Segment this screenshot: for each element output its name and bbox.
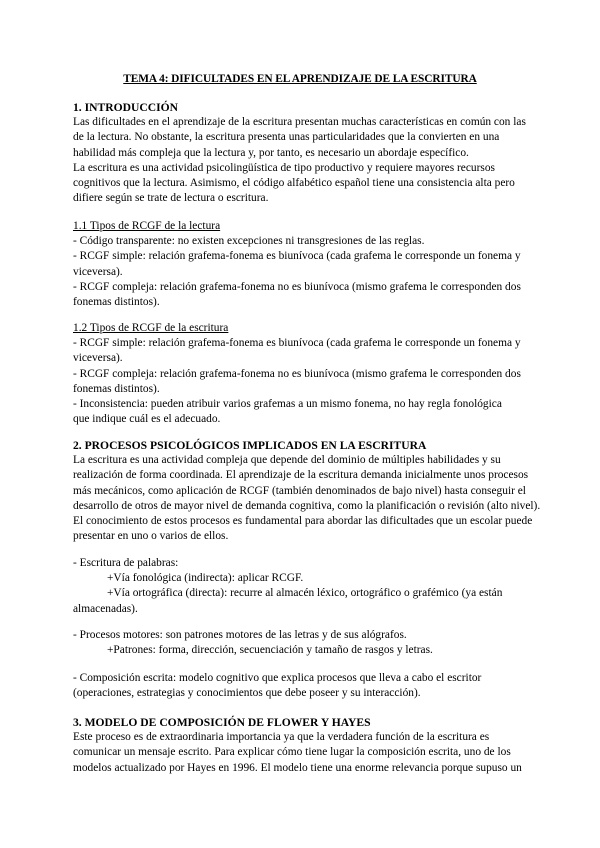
paragraph-line: La escritura es una actividad psicolingüística de tipo productivo y requiere mayores recursos bbox=[73, 161, 495, 174]
section-introduccion bbox=[73, 100, 526, 206]
list-subitem: +Vía fonológica (indirecta): aplicar RCGF. bbox=[107, 572, 304, 585]
paragraph-line: La escritura es una actividad compleja que depende del dominio de múltiples habilidades y su bbox=[73, 454, 501, 467]
paragraph-line: habilidad más compleja que la lectura y, por tanto, es necesario un abordaje específico. bbox=[73, 146, 469, 159]
paragraph-line: desarrollo de otros de mayor nivel de demanda cognitiva, como la planificación o revisión (alto nivel). bbox=[73, 499, 541, 512]
list-item: viceversa). bbox=[73, 352, 123, 365]
escritura-palabras bbox=[73, 556, 523, 617]
list-label: (operaciones, estrategias y conocimientos que debe poseer y su interacción). bbox=[73, 687, 421, 700]
subsection-heading: 1.2 Tipos de RCGF de la escritura bbox=[73, 322, 229, 334]
section-heading: 3. MODELO DE COMPOSICIÓN DE FLOWER Y HAYES bbox=[73, 716, 371, 729]
list-subitem-continuation: almacenadas). bbox=[73, 602, 138, 615]
document-title: TEMA 4: DIFICULTADES EN EL APRENDIZAJE DE LA ESCRITURA bbox=[123, 73, 477, 85]
list-item: viceversa). bbox=[73, 265, 123, 278]
section-heading: 1. INTRODUCCIÓN bbox=[73, 101, 178, 114]
list-item: fonemas distintos). bbox=[73, 296, 160, 309]
list-item: - RCGF compleja: relación grafema-fonema no es biunívoca (mismo grafema le corresponden dos bbox=[73, 367, 521, 380]
list-subitem: +Patrones: forma, dirección, secuenciación y tamaño de rasgos y letras. bbox=[107, 644, 433, 657]
subsection-heading: 1.1 Tipos de RCGF de la lectura bbox=[73, 220, 221, 232]
paragraph-line: Este proceso es de extraordinaria importancia ya que la verdadera función de la escritura es bbox=[73, 731, 490, 744]
list-subitem: +Vía ortográfica (directa): recurre al almacén léxico, ortográfico o grafémico (ya están bbox=[107, 587, 503, 600]
section-rcgf-escritura bbox=[73, 321, 523, 427]
list-item: fonemas distintos). bbox=[73, 382, 160, 395]
list-label: - Procesos motores: son patrones motores de las letras y de sus alógrafos. bbox=[73, 629, 407, 641]
paragraph-line: difiere según se trate de lectura o escritura. bbox=[73, 192, 269, 205]
list-item: - RCGF simple: relación grafema-fonema es biunívoca (cada grafema le corresponde un fonema y bbox=[73, 250, 521, 263]
paragraph-line: más mecánicos, como aplicación de RCGF (también denominados de bajo nivel) hasta conseguir el bbox=[73, 484, 526, 497]
paragraph-line: cognitivos que la lectura. Asimismo, el código alfabético español tiene una consistencia alta pero bbox=[73, 177, 515, 190]
list-label: - Escritura de palabras: bbox=[73, 557, 179, 569]
paragraph-line: presentar en uno o varios de ellos. bbox=[73, 530, 229, 543]
paragraph-line: modelos actualizado por Hayes en 1996. El modelo tiene una enorme relevancia porque supuso un bbox=[73, 761, 522, 774]
list-item: - RCGF compleja: relación grafema-fonema no es biunívoca (mismo grafema le corresponden dos bbox=[73, 280, 521, 293]
section-modelo bbox=[73, 715, 523, 776]
paragraph-line: comunicar un mensaje escrito. Para explicar cómo tiene lugar la composición escrita, uno de los bbox=[73, 746, 511, 759]
section-rcgf-lectura bbox=[73, 219, 523, 310]
list-item: que indique cuál es el adecuado. bbox=[73, 413, 221, 426]
list-item: - RCGF simple: relación grafema-fonema es biunívoca (cada grafema le corresponde un fonema y bbox=[73, 337, 521, 350]
list-label: - Composición escrita: modelo cognitivo que explica procesos que lleva a cabo el escritor bbox=[73, 672, 482, 684]
section-heading: 2. PROCESOS PSICOLÓGICOS IMPLICADOS EN LA ESCRITURA bbox=[73, 439, 427, 452]
list-item: - Inconsistencia: pueden atribuir varios grafemas a un mismo fonema, no hay regla fonológica bbox=[73, 398, 502, 411]
paragraph-line: El conocimiento de estos procesos es fundamental para abordar las dificultades que un escolar puede bbox=[73, 515, 533, 528]
composicion-escrita bbox=[73, 671, 523, 701]
procesos-motores bbox=[73, 628, 523, 658]
list-item: - Código transparente: no existen excepciones ni transgresiones de las reglas. bbox=[73, 235, 425, 248]
paragraph-line: de la lectura. No obstante, la escritura presenta unas particularidades que la convierten en una bbox=[73, 131, 500, 144]
section-procesos bbox=[73, 438, 541, 544]
paragraph-line: Las dificultades en el aprendizaje de la escritura presentan muchas características en común con las bbox=[73, 116, 526, 129]
paragraph-line: realización de forma coordinada. El aprendizaje de la escritura demanda inicialmente unos procesos bbox=[73, 469, 529, 482]
